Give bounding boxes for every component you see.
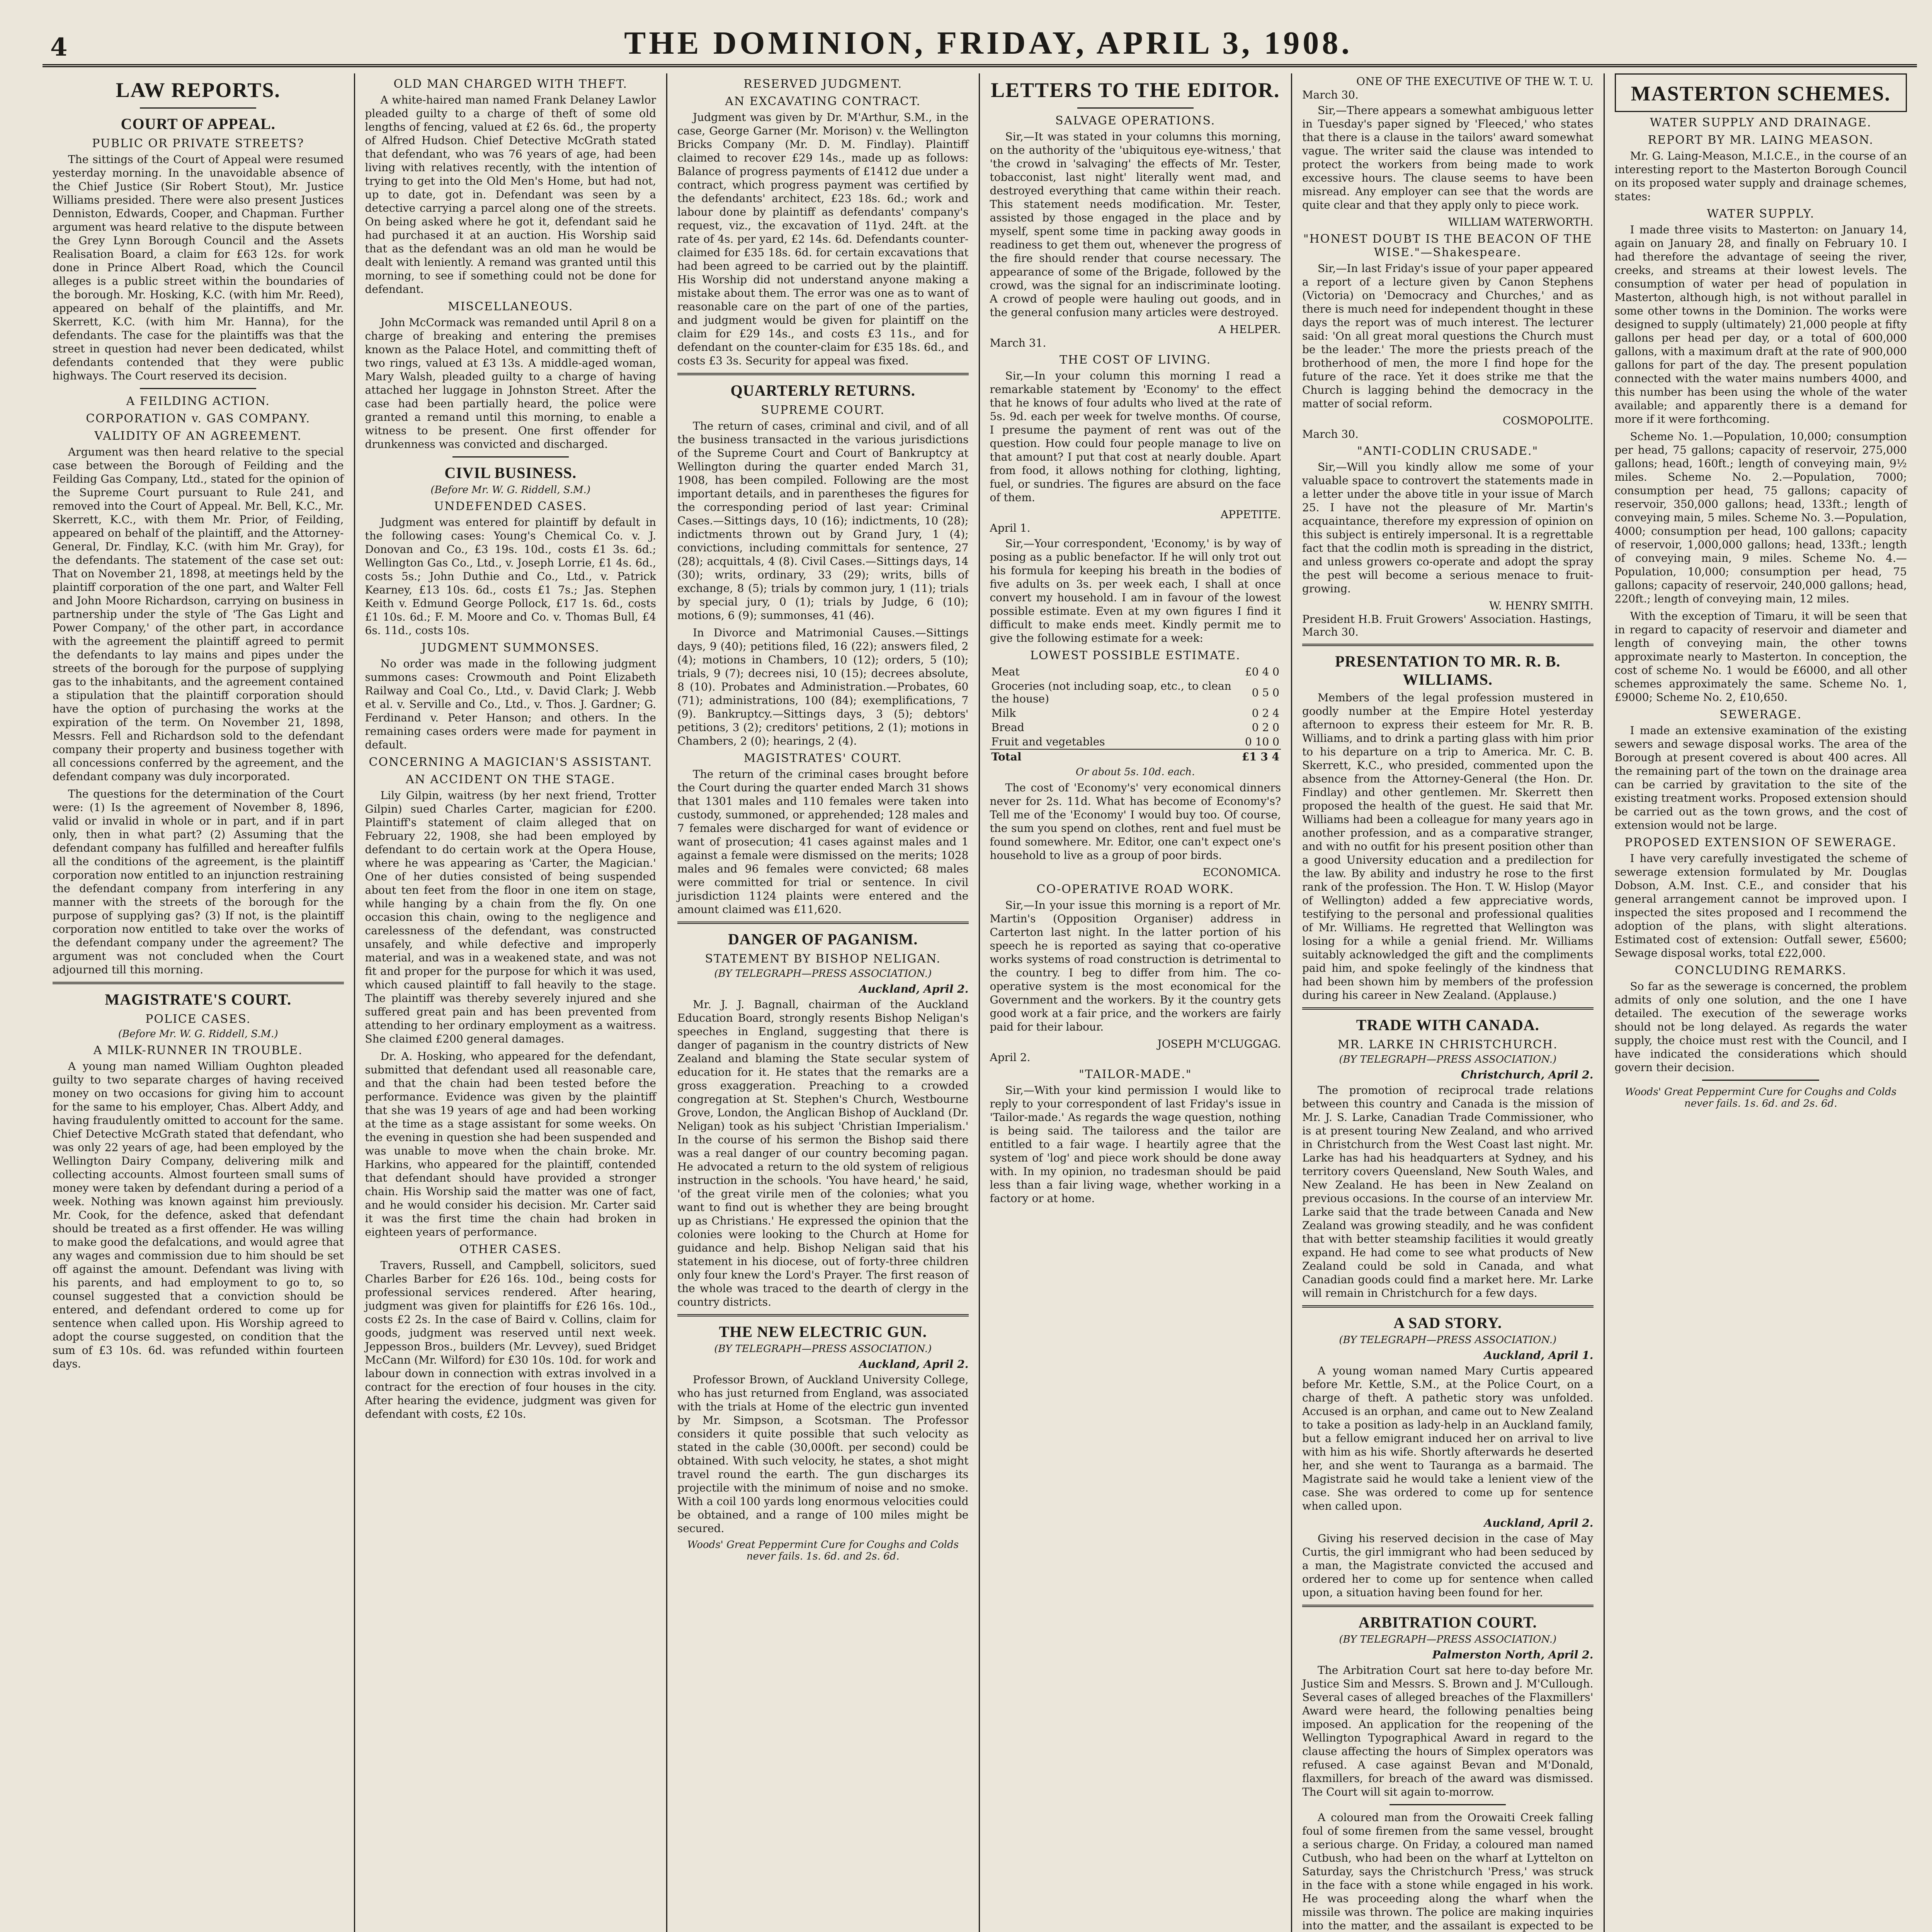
salvage-date: March 31.	[990, 337, 1046, 349]
validity-heading: VALIDITY OF AN AGREEMENT.	[94, 429, 302, 443]
column-2	[355, 73, 668, 1932]
estimate-row	[990, 665, 1281, 679]
old-man-heading: OLD MAN CHARGED WITH THEFT.	[393, 77, 628, 91]
milk-runner-body: A young man named William Oughton pleaded guilty to two separate charges of having received money on two occasions for giving him to account for the same to his employer, Chas. Albert Addy, and having fraudulently omitted to account for the same. Chief Detective McGrath stated that defendant, who was only 22 years of age, had been employed by the Wellington Dairy Company, delivering milk and collecting accounts. Almost fourteen small sums of money were taken by defendant during a period of a week. Nothing was known against him previously. Mr. Cook, for the defence, asked that defendant should be treated as a first offender. He was willing to make good the defalcations, and would agree that any wages and commission due to him should be set off against the amount. Defendant was living with his parents, and had employment to go to, so counsel suggested that a conviction should be entered, and defendant ordered to come up for sentence when called upon. His Worship agreed to adopt the course suggested, on condition that the sum of £3 10s. 6d. was refunded within fourteen days.	[53, 1060, 344, 1370]
trade-body: The promotion of reciprocal trade relations between this country and Canada is the mission of Mr. J. S. Larke, Canadian Trade Commissioner, who is at present touring New Zealand, and who arrived in Christchurch from the West Coast last night. Mr. Larke has had his headquarters at Sydney, and his territory covers Queensland, New South Wales, and New Zealand. He has been in New Zealand on previous occasions. In the course of an interview Mr. Larke said that the trade between Canada and New Zealand was growing steadily, and he was confident that with better steamship facilities it would greatly expand. He had come to see what products of New Zealand could be sold in Canada, and what Canadian goods could find a market here. Mr. Larke will remain in Christchurch for a few days.	[1302, 1084, 1594, 1299]
milk-runner-heading: A MILK-RUNNER IN TROUBLE.	[93, 1044, 303, 1057]
estimate-heading: LOWEST POSSIBLE ESTIMATE.	[1030, 649, 1241, 662]
anti-codlin-heading: "ANTI-CODLIN CRUSADE."	[1357, 444, 1539, 458]
other-cases-body: Travers, Russell, and Campbell, solicitors, sued Charles Barber for £26 16s. 10d., being costs for professional services rendered. After hearing, judgment was given for plaintiffs for £26 16s. 10d., costs £2 2s. In the case of Baird v. Collins, claim for goods, judgment was reserved until next week. Jeppesson Bros., builders (Mr. Levvey), sued Bridget McCann (Mr. Wilford) for £30 10s. 10d. for work and labour down in connection with extras involved in a contract for the erection of four houses in the city. After hearing the evidence, judgment was given for defendant with costs, £2 10s.	[365, 1259, 656, 1420]
reserved-judgment-body: Judgment was given by Dr. M'Arthur, S.M., in the case, George Garner (Mr. Morison) v. the Wellington Bricks Company (Mr. D. M. Findlay). Plaintiff claimed to recover £29 14s., made up as follows: Balance of progress payments of £1412 due under a contract, which progress payment was certified by the defendants' architect, £23 18s. 6d.; work and labour done by plaintiff as defendants' company's request, viz., the excavation of 11yd. 24ft. at the rate of 4s. per yard, £2 14s. 6d. Defendants counter-claimed for £35 18s. 6d. for certain excavations that had been agreed to be carried out by the plaintiff. His Worship did not understand anyone making a mistake about them. The error was one as to want of reasonable care on the part of one of the parties, and judgment would be given for plaintiff on the claim for £29 14s., and costs £3 11s., and for defendant on the counter-claim for £35 18s. 6d., and costs £3 3s. Security for appeal was fixed.	[677, 111, 969, 367]
divider	[140, 388, 256, 389]
estimate-total-row	[990, 749, 1281, 764]
other-cases-heading: OTHER CASES.	[459, 1243, 562, 1256]
water-supply-body: I made three visits to Masterton: on January 14, again on January 28, and finally on February 10. I had therefore the advantage of seeing the river, creeks, and streams at their lowest levels. The consumption of water per head of population in Masterton, although high, is not without parallel in some other towns in the Dominion. The works were designed to supply (ultimately) 21,000 people at fifty gallons per head per day, or a total of 600,000 gallons, with a maximum draft at the rate of 900,000 gallons for part of the day. The present population connected with the water mains numbers 4000, and this number has been using the whole of the water available; and apparently there is a demand for more if it were forthcoming.	[1614, 223, 1907, 425]
undefended-body: Judgment was entered for plaintiff by default in the following cases: Young's Chemical Co. v. J. Donovan and Co., £3 19s. 10d., costs £1 3s. 6d.; Wellington Gas Co., Ltd., v. Joseph Lorrie, £1 4s. 6d., costs 5s.; John Duthie and Co., Ltd., v. Patrick Kearney, £13 10s. 6d., costs £1 7s.; Jas. Stephen Keith v. Edmund George Pollock, £17 1s. 6d., costs £1 10s. 6d.; F. M. Moore and Co. v. Thomas Bull, £4 6s. 11d., costs 10s.	[365, 516, 656, 637]
estimate-value: £0 4 0	[1245, 665, 1279, 678]
estimate-value: 0 2 4	[1252, 707, 1279, 719]
divider	[1389, 1804, 1506, 1805]
tailor-made-heading: "TAILOR-MADE."	[1078, 1068, 1192, 1081]
estimate-item: Meat	[991, 665, 1020, 678]
cost-of-living-body-2: Sir,—Your correspondent, 'Economy,' is by way of posing as a public benefactor. If he will only trot out his formula for keeping his breath in the bodies of five adults on 3s. per week each, I shall at once convert my household. I am in favour of the lowest possible estimate. Even at my own figures I find it difficult to make ends meet. Kindly permit me to give the following estimate for a week:	[990, 537, 1281, 645]
cost-of-living-body-3: The cost of 'Economy's' very economical dinners never for 2s. 11d. What has become of Economy's? Tell me of the 'Economy' I would buy too. Of course, the sum you spend on clothes, rent and fuel must be found somewhere. Mr. Editor, one can't expect one's household to live as a group of poor birds.	[990, 781, 1281, 862]
arbitration-dateline: Palmerston North, April 2.	[1432, 1648, 1594, 1661]
coop-heading: CO-OPERATIVE ROAD WORK.	[1036, 883, 1234, 896]
tailor-date: March 30.	[1302, 88, 1359, 101]
estimate-total-label: Total	[990, 749, 1240, 764]
divider	[677, 922, 969, 924]
masterton-title-box	[1615, 73, 1907, 112]
magistrates-returns-body: The return of the criminal cases brought before the Court during the quarter ended March 31 shows that 1301 males and 110 females were taken into custody, summoned, or apprehended; 128 males and 7 females were discharged for want of evidence or want of prosecution; 41 cases against males and 1 against a female were dismissed on the merits; 1028 males and 96 females were convicted; 68 males were committed for trial or sentence. In civil jurisdiction 1124 plaints were entered and the amount claimed was £11,620.	[677, 768, 969, 916]
water-supply-heading: WATER SUPPLY.	[1707, 207, 1815, 221]
estimate-item: Groceries (not including soap, etc., to clean the house)	[991, 680, 1231, 705]
peppermint-advert: Woods' Great Peppermint Cure for Coughs and Colds never fails. 1s. 6d. and 2s. 6d.	[687, 1539, 959, 1562]
columns	[43, 73, 1917, 1932]
column-6	[1605, 73, 1917, 1932]
masterton-intro: Mr. G. Laing-Meason, M.I.C.E., in the course of an interesting report to the Masterton Borough Council on its proposed water supply and drainage schemes, states:	[1614, 150, 1907, 203]
sad-story-body-2: Giving his reserved decision in the case of May Curtis, the girl immigrant who had been seduced by a man, the Magistrate convicted the accused and ordered her to come up for sentence when called upon, a situation having been found for her.	[1302, 1532, 1594, 1599]
column-5	[1292, 73, 1605, 1932]
estimate-value: 0 2 0	[1252, 721, 1279, 734]
court-of-appeal-heading: COURT OF APPEAL.	[121, 115, 276, 133]
doubt-signature: COSMOPOLITE.	[1502, 414, 1594, 427]
electric-gun-body: Professor Brown, of Auckland University College, who has just returned from England, was associated with the trials at Home of the electric gun invented by Mr. Simpson, a Scotsman. The Professor considers it quite possible that such velocity as stated in the cable (30,000ft. per second) could be obtained. With such velocity, he states, a shot might travel round the earth. The gun discharges its projectile with the minimum of noise and no smoke. With a coil 100 yards long enormous velocities could be obtained, and a range of 100 miles might be secured.	[677, 1373, 969, 1535]
divider	[452, 456, 569, 457]
tailor-signature-2: WILLIAM WATERWORTH.	[1448, 216, 1594, 228]
estimate-item: Fruit and vegetables	[991, 735, 1105, 748]
paganism-body: Mr. J. J. Bagnall, chairman of the Auckland Education Board, strongly resents Bishop Neligan's speeches in England, suggesting that there is danger of paganism in the country districts of New Zealand and blaming the State secular system of education for it. He states that the remarks are a gross exaggeration. Preaching to a crowded congregation at St. Stephen's Church, Westbourne Grove, London, the Anglican Bishop of Auckland (Dr. Neligan) took as his subject 'Christian Imperialism.' In the course of his sermon the Bishop said there was a real danger of our country becoming pagan. He advocated a return to the old system of religious instruction in the schools. 'You have heard,' he said, 'of the great virile men of the colonies; what you want to find out is whether they are being brought up as Christians.' He expressed the opinion that the colonies were looking to the Church at Home for guidance and help. Bishop Neligan said that his statement in his diocese, out of forty-three children only four knew the Lord's Prayer. The first reason of the whole was traced to the dearth of clergy in the country districts.	[677, 998, 969, 1308]
codlin-signature: W. HENRY SMITH.	[1489, 599, 1594, 612]
schemes-cost-body: With the exception of Timaru, it will be seen that in regard to capacity of reservoir and diameter and length of conveying main, the other towns approximate nearly to Masterton. In conception, the cost of scheme No. 1 would be £6000, and all other schemes approximately the same. Scheme No. 1, £9000; Scheme No. 2, £10,650.	[1614, 610, 1907, 704]
paganism-heading: DANGER OF PAGANISM.	[728, 930, 918, 948]
arbitration-source: (BY TELEGRAPH—PRESS ASSOCIATION.)	[1339, 1634, 1557, 1645]
cost-signature-2: ECONOMICA.	[1202, 866, 1281, 879]
concluding-remarks-heading: CONCLUDING REMARKS.	[1675, 964, 1847, 977]
tailor-made-body: Sir,—With your kind permission I would like to reply to your correspondent of last Friday's issue in 'Tailor-made.' As regards the wage question, nothing is being said. The tailoress and the tailor are entitled to a fair wage. I heartily agree that the system of 'log' and piece work should be done away with. In my opinion, no tradesman should be paid less than a fair living wage, whether working in a factory or at home.	[990, 1084, 1281, 1205]
tailor-signature: ONE OF THE EXECUTIVE OF THE W. T. U.	[1356, 75, 1594, 88]
sad-story-dateline: Auckland, April 1.	[1484, 1349, 1594, 1362]
paganism-dateline: Auckland, April 2.	[859, 983, 969, 995]
salvage-heading: SALVAGE OPERATIONS.	[1055, 114, 1216, 128]
trade-dateline: Christchurch, April 2.	[1461, 1068, 1594, 1081]
magistrates-returns-heading: MAGISTRATES' COURT.	[743, 752, 902, 765]
estimate-rows	[990, 665, 1281, 749]
civil-business-heading: CIVIL BUSINESS.	[444, 464, 577, 481]
quarterly-returns-heading: QUARTERLY RETURNS.	[730, 382, 915, 399]
column-1	[43, 73, 355, 1932]
cost-date: April 1.	[990, 522, 1031, 534]
page-number: 4	[50, 33, 68, 62]
honest-doubt-body: Sir,—In last Friday's issue of your paper appeared a report of a lecture given by Canon Stephens (Victoria) on 'Democracy and Churches,' and as there is much need for independent thought in these days the report was of much interest. The lecturer said: 'On all great moral questions the Church must be the leader.' The more the priests preach of the brotherhood of men, the more I find hope for the future of the race. Yet it does strike me that the Church is lagging behind the democracy in the matter of social reform.	[1302, 262, 1594, 410]
civil-business-sub: (Before Mr. W. G. Riddell, S.M.)	[430, 484, 591, 496]
water-drainage-heading: WATER SUPPLY AND DRAINAGE.	[1650, 116, 1872, 129]
coop-body: Sir,—In your issue this morning is a report of Mr. Martin's (Opposition Organiser) address in Carterton last night. In the latter portion of his speech he is reported as saying that co-operative works systems of road construction is detrimental to the country. I beg to differ from him. The co-operative system is the most economical for the Government and the workers. By it the country gets good work at a fair price, and the workers are fairly paid for their labour.	[990, 899, 1281, 1033]
police-cases-sub: (Before Mr. W. G. Riddell, S.M.)	[118, 1028, 278, 1040]
old-man-body: A white-haired man named Frank Delaney Lawlor pleaded guilty to a charge of theft of some old lengths of fencing, valued at £2 6s. 6d., the property of Alfred Hudson. Chief Detective McGrath stated that defendant, who was 76 years of age, had been living with relatives recently, with the intention of trying to get into the Old Men's Home, but had not, up to date, got in. Defendant was seen by a detective carrying a parcel along one of the streets. On being asked where he got it, defendant said he had purchased it at an auction. His Worship said that as the defendant was an old man he would be dealt with leniently. A remand was granted until this morning, to see if something could not be done for defendant.	[365, 94, 656, 296]
column-3	[667, 73, 980, 1932]
sewerage-heading: SEWERAGE.	[1719, 708, 1802, 721]
electric-gun-heading: THE NEW ELECTRIC GUN.	[719, 1323, 927, 1340]
judgment-summonses-body: No order was made in the following judgment summons cases: Crowmouth and Point Elizabeth Railway and Coal Co., Ltd., v. David Clark; J. Webb et al. v. Serville and Co., Ltd., v. Thos. J. Gardner; G. Ferdinand v. Peter Hanson; and others. In the remaining cases orders were made for payment in default.	[365, 657, 656, 751]
public-streets-body: The sittings of the Court of Appeal were resumed yesterday morning. In the unavoidable absence of the Chief Justice (Sir Robert Stout), Mr. Justice Williams presided. There were also present Justices Denniston, Edwards, Cooper, and Chapman. Further argument was heard relative to the dispute between the Grey Lynn Borough Council and the Assets Realisation Board, a claim for £63 12s. for work done in Prince Albert Road, which the Council alleges is a public street within the boundaries of the borough. Mr. Hosking, K.C. (with him Mr. Reed), appeared on behalf of the plaintiffs, and Mr. Skerrett, K.C. (with him Mr. Hanna), for the defendants. The case for the plaintiffs was that the street in question had never been dedicated, whilst defendants contended that they were public highways. The Court reserved its decision.	[53, 153, 344, 382]
estimate-value: 0 10 0	[1245, 735, 1279, 748]
divider	[1302, 1007, 1594, 1010]
estimate-total-value: £1 3 4	[1240, 749, 1281, 764]
estimate-item: Bread	[991, 721, 1024, 734]
letters-heading: LETTERS TO THE EDITOR.	[991, 78, 1280, 102]
tailor-made-body-2: Sir,—There appears a somewhat ambiguous letter in Tuesday's paper signed by 'Fleeced,' who states that there is a clause in the tailors' award somewhat vague. The writer said the clause was intended to protect the workers from being made to work excessive hours. The clause seems to have been misread. Any employer can see that the words are quite clear and that they apply only to piece work.	[1302, 104, 1594, 211]
presentation-body: Members of the legal profession mustered in goodly number at the Empire Hotel yesterday afternoon to express their esteem for Mr. R. B. Williams, and to drink a parting glass with him prior to his departure on a trip to America. Mr. C. B. Skerrett, K.C., who presided, commented upon the absence from the Attorney-General (the Hon. Dr. Findlay) and other gentlemen. Mr. Skerrett then proposed the health of the guest. He said that Mr. Williams had been a colleague for many years ago in another profession, and as a comparative stranger, and with no outfit for his present position other than a good University education and a predilection for the law. By ability and industry he rose to the first rank of the profession. The Hon. T. W. Hislop (Mayor of Wellington) added a few appreciative words, testifying to the personal and professional qualities of Mr. Williams. He regretted that Wellington was losing for a while a genial friend. Mr. Williams suitably acknowledged the gift and the compliments paid him, and spoke feelingly of the kindness that had been shown him by members of the profession during his career in New Zealand. (Applause.)	[1302, 691, 1594, 1002]
public-streets-heading: PUBLIC OR PRIVATE STREETS?	[92, 137, 304, 150]
supreme-court-heading: SUPREME COURT.	[761, 403, 885, 417]
sewerage-body: I made an extensive examination of the existing sewers and sewage disposal works. The area of the Borough at present covered is about 400 acres. All the remaining part of the town on the drainage area can be carried by gravitation to the site of the existing treatment works. Proposed extension should be carried out as the town grows, and the cost of extension would not be large.	[1614, 724, 1907, 832]
gas-company-heading: CORPORATION v. GAS COMPANY.	[86, 412, 311, 425]
sad-story-dateline-2: Auckland, April 2.	[1484, 1517, 1594, 1529]
coop-signature: JOSEPH M'CLUGGAG.	[1157, 1037, 1281, 1050]
gas-company-body: Argument was then heard relative to the special case between the Borough of Feilding and the Feilding Gas Company, Ltd., stated for the opinion of the Supreme Court pursuant to Rule 241, and removed into the Court of Appeal. Mr. Bell, K.C., Mr. Skerrett, K.C., with them Mr. Prior, of Feilding, appeared on behalf of the plaintiff, and the Attorney-General, Dr. Findlay, K.C. (with him Mr. Gray), for the defendants. The statement of the case set out: That on November 21, 1898, at meetings held by the plaintiff corporation of the one part, and Walter Fell and John Moore Richardson, carrying on business in partnership under the style of 'The Gas Light and Power Company,' of the other part, in accordance with the agreement the plaintiff agreed to permit the defendants to lay mains and pipes under the streets of the borough for the purpose of supplying gas to the inhabitants, and the agreement contained a stipulation that the plaintiff corporation should have the option of purchasing the works at the expiration of the term. On November 21, 1898, Messrs. Fell and Richardson sold to the defendant company their property and business together with all concessions conferred by the agreement, and the defendant company was duly incorporated.	[53, 446, 344, 783]
presentation-heading: PRESENTATION TO MR. R. B. WILLIAMS.	[1335, 653, 1561, 688]
electric-gun-dateline: Auckland, April 2.	[859, 1358, 969, 1371]
coloured-man-body: A coloured man from the Orowaiti Creek falling foul of some firemen from the same vessel, brought a serious charge. On Friday, a coloured man named Cutbush, who had been on the wharf at Lyttelton on Saturday, says the Christchurch 'Press,' was struck in the face with a stone while engaged in his work. He was proceeding along the wharf when the missile was thrown. The police are making inquiries into the matter, and the assailant is expected to be	[1302, 1811, 1594, 1932]
supreme-court-body: The return of cases, criminal and civil, and of all the business transacted in the various jurisdictions of the Supreme Court and Court of Bankruptcy at Wellington during the quarter ended March 31, 1908, has been compiled. Following are the most important details, and in parentheses the figures for the corresponding period of last year: Criminal Cases.—Sittings days, 10 (16); indictments, 10 (28); indictments thrown out by Grand Jury, 1 (4); convictions, including committals for sentence, 27 (28); acquittals, 4 (8). Civil Cases.—Sittings days, 14 (30); writs, ordinary, 33 (29); writs, bills of exchange, 8 (5); trials by common jury, 1 (11); trials by special jury, 0 (1); trials by Judge, 6 (10); motions, 6 (9); summonses, 41 (46).	[677, 420, 969, 622]
cost-of-living-heading: THE COST OF LIVING.	[1060, 353, 1211, 367]
feilding-heading: A FEILDING ACTION.	[126, 395, 270, 408]
honest-doubt-heading: "HONEST DOUBT IS THE BEACON OF THE WISE."—Shakespeare.	[1303, 232, 1592, 259]
police-cases-heading: POLICE CASES.	[145, 1012, 251, 1026]
reserved-judgment-heading: RESERVED JUDGMENT.	[743, 77, 903, 91]
arbitration-heading: ARBITRATION COURT.	[1358, 1614, 1537, 1631]
estimate-row	[990, 706, 1281, 720]
divider	[1077, 107, 1194, 109]
salvage-signature: A HELPER.	[1218, 323, 1281, 336]
divider	[1302, 1605, 1594, 1607]
miscellaneous-heading: MISCELLANEOUS.	[447, 300, 573, 313]
electric-gun-source: (BY TELEGRAPH—PRESS ASSOCIATION.)	[714, 1343, 932, 1355]
accident-body: Lily Gilpin, waitress (by her next friend, Trotter Gilpin) sued Charles Carter, magician for £200. Plaintiff's statement of claim alleged that on February 22, 1908, she had been employed by defendant to do certain work at the Opera House, where he was appearing as 'Carter, the Magician.' One of her duties consisted of being suspended about ten feet from the floor in one item on stage, while hanging by a chain from the fly. On one occasion this chain, owing to the negligence and carelessness of the defendant, was constructed unsafely, and while defective and improperly material, and was in a weakened state, and was not fit and proper for the purpose for which it was used, which caused plaintiff to fall heavily to the stage. The plaintiff was thereby severely injured and she suffered great pain and has been prevented from attending to her ordinary employment as a waitress. She claimed £200 general damages.	[365, 789, 656, 1045]
miscellaneous-body: John McCormack was remanded until April 8 on a charge of breaking and entering the premises known as the Palace Hotel, and committing theft of two rings, valued at £3 13s. A middle-aged woman, Mary Walsh, pleaded guilty to a charge of having attached her luggage in Johnston Street. After the case had been partially heard, the police were granted a remand until this morning, to enable a witness to be present. One first offender for drunkenness was convicted and discharged.	[365, 316, 656, 451]
magistrates-court-heading: MAGISTRATE'S COURT.	[105, 991, 292, 1008]
estimate-item: Milk	[991, 707, 1016, 719]
masthead	[43, 15, 1917, 67]
masterton-heading: MASTERTON SCHEMES.	[1631, 82, 1891, 105]
masthead-title: THE DOMINION, FRIDAY, APRIL 3, 1908.	[624, 25, 1353, 61]
judgment-summonses-heading: JUDGMENT SUMMONSES.	[421, 641, 600, 655]
doubt-date: March 30.	[1302, 428, 1359, 440]
proposed-extension-body: I have very carefully investigated the scheme of sewerage extension formulated by Mr. Douglas Dobson, A.M. Inst. C.E., and consider that his general arrangement cannot be improved upon. I inspected the sites proposed and I recommend the adoption of the plans, with slight alterations. Estimated cost of extension: Outfall sewer, £5600; Sewage disposal works, total £22,000.	[1614, 852, 1907, 959]
salvage-body: Sir,—It was stated in your columns this morning, on the authority of the 'ubiquitous eye-witness,' that 'the crowd in 'salvaging' the effects of Mr. Tester, tobacconist, last night' literally went mad, and destroyed everything that came within their reach. This statement needs modification. Mr. Tester, assisted by those engaged in the place and by myself, spent some time in packing away goods in readiness to get them out, whenever the progress of the fire should render that course necessary. The appearance of some of the Brigade, followed by the crowd, was the signal for an indiscriminate looting. A crowd of people were hauling out goods, and in the general confusion many articles were destroyed.	[990, 130, 1281, 319]
estimate-note: Or about 5s. 10d. each.	[1076, 766, 1195, 778]
sad-story-heading: A SAD STORY.	[1393, 1314, 1502, 1332]
meason-report-heading: REPORT BY MR. LAING MEASON.	[1648, 133, 1874, 147]
larke-heading: MR. LARKE IN CHRISTCHURCH.	[1337, 1038, 1558, 1051]
sad-story-source: (BY TELEGRAPH—PRESS ASSOCIATION.)	[1339, 1334, 1557, 1346]
magician-heading: CONCERNING A MAGICIAN'S ASSISTANT.	[369, 755, 653, 769]
schemes-body: Scheme No. 1.—Population, 10,000; consumption per head, 75 gallons; capacity of reservoir, 275,000 gallons; head, 160ft.; length of conveying main, 9½ miles. Scheme No. 2.—Population, 7000; consumption per head, 75 gallons; capacity of reservoir, 350,000 gallons; head, 133ft.; length of conveying main, 5 miles. Scheme No. 3.—Population, 4000; consumption per head, 100 gallons; capacity of reservoir, 1,000,000 gallons; head, 133ft.; length of conveying main, 9 miles. Scheme No. 4.—Population, 10,000; consumption per head, 75 gallons; capacity of reservoir, 240,000 gallons; head, 220ft.; length of conveying main, 12 miles.	[1614, 430, 1907, 605]
column-4	[980, 73, 1293, 1932]
divider	[1302, 644, 1594, 646]
cost-of-living-body: Sir,—In your column this morning I read a remarkable statement by 'Economy' to the effect that he knows of four adults who lived at the rate of 5s. 9d. each per week for twelve months. Of course, I presume the payment of rent was out of the question. How could four people manage to live on that amount? I put that cost at nearly double. Apart from food, it allows nothing for clothing, lighting, fuel, or sundries. The figures are absurd on the face of them.	[990, 369, 1281, 504]
excavating-heading: AN EXCAVATING CONTRACT.	[725, 95, 921, 108]
estimate-row	[990, 720, 1281, 735]
law-reports-heading: LAW REPORTS.	[116, 78, 281, 102]
neligan-heading: STATEMENT BY BISHOP NELIGAN.	[705, 952, 941, 966]
accident-heading: AN ACCIDENT ON THE STAGE.	[405, 773, 616, 786]
divider	[677, 373, 969, 375]
divider	[677, 1314, 969, 1316]
arbitration-body: The Arbitration Court sat here to-day before Mr. Justice Sim and Messrs. S. Brown and J. M'Cullough. Several cases of alleged breaches of the Flaxmillers' Award were heard, the following penalties being imposed. An application for the reopening of the Wellington Typographical Award in regard to the clause affecting the hours of Simplex operators was refused. A case against Bevan and M'Donald, flaxmillers, for breach of the award was dismissed. The Court will sit again to-morrow.	[1302, 1664, 1594, 1798]
accident-body-2: Dr. A. Hosking, who appeared for the defendant, submitted that defendant used all reasonable care, and that the chain had been tested before the performance. Evidence was given by the plaintiff that she was 19 years of age and had been working at the time as a stage assistant for some weeks. On the evening in question she had been suspended and was unable to move when the chain broke. Mr. Harkins, who appeared for the plaintiff, contended that defendant should have provided a stronger chain. His Worship said the matter was one of fact, and he would consider his decision. Mr. Carter said it was the first time the chain had broken in eighteen years of performance.	[365, 1050, 656, 1238]
sad-story-body: A young woman named Mary Curtis appeared before Mr. Kettle, S.M., at the Police Court, on a charge of theft. A pathetic story was unfolded. Accused is an orphan, and came out to New Zealand to take a position as lady-help in an Auckland family, but a fellow emigrant induced her on arrival to live with him as his wife. Shortly afterwards he deserted her, and she went to Tauranga as a barmaid. The Magistrate said he would take a lenient view of the case. She was ordered to come up for sentence when called upon.	[1302, 1364, 1594, 1512]
divider	[140, 107, 256, 109]
anti-codlin-body: Sir,—Will you kindly allow me some of your valuable space to controvert the statements made in a letter under the above title in your issue of March 25. I have not the pleasure of Mr. Martin's acquaintance, therefore my expression of opinion on this subject is entirely impersonal. It is a regrettable fact that the codlin moth is spreading in the district, and unless growers co-operate and adopt the spray the pest will become a serious menace to fruit-growing.	[1302, 461, 1594, 595]
trade-canada-heading: TRADE WITH CANADA.	[1356, 1016, 1539, 1034]
coop-date: April 2.	[990, 1051, 1031, 1064]
proposed-extension-heading: PROPOSED EXTENSION OF SEWERAGE.	[1624, 836, 1897, 849]
estimate-row	[990, 679, 1281, 706]
codlin-signature-2: President H.B. Fruit Growers' Association. Hastings, March 30.	[1302, 613, 1592, 638]
cost-signature: APPETITE.	[1220, 508, 1281, 521]
estimate-table	[990, 665, 1281, 764]
gas-questions-body: The questions for the determination of the Court were: (1) Is the agreement of November 8, 1896, valid or invalid in whole or in part, and if in part only, then in what part? (2) Assuming that the defendant company has fulfilled and hereafter fulfils all the conditions of the agreement, is the plaintiff corporation now entitled to an injunction restraining the defendant company from interfering in any manner with the streets of the borough for the purpose of supplying gas? (3) If not, is the plaintiff corporation now entitled to take over the works of the defendant company under the agreement? The argument was not concluded when the Court adjourned till this morning.	[53, 787, 344, 976]
trade-source: (BY TELEGRAPH—PRESS ASSOCIATION.)	[1339, 1054, 1557, 1065]
divider	[1702, 1080, 1819, 1081]
divider	[1302, 1305, 1594, 1308]
concluding-remarks-body: So far as the sewerage is concerned, the problem admits of only one solution, and the one I have detailed. The execution of the sewerage works should not be long delayed. As regards the water supply, the choice must rest with the Council, and I have indicated the considerations which should govern their decision.	[1614, 980, 1907, 1074]
undefended-heading: UNDEFENDED CASES.	[434, 500, 587, 513]
supreme-court-body-2: In Divorce and Matrimonial Causes.—Sittings days, 9 (40); petitions filed, 16 (22); answers filed, 2 (4); motions in Chambers, 10 (12); orders, 5 (10); trials, 9 (7); decrees nisi, 10 (15); decrees absolute, 8 (10). Probates and Administration.—Probates, 60 (71); administrations, 100 (84); exemplifications, 7 (9). Bankruptcy.—Sittings days, 3 (5); debtors' petitions, 3 (2); creditors' petitions, 2 (1); motions in Chambers, 2 (0); hearings, 2 (4).	[677, 626, 969, 747]
divider	[53, 982, 344, 984]
paganism-source: (BY TELEGRAPH—PRESS ASSOCIATION.)	[714, 968, 932, 980]
peppermint-advert-2: Woods' Great Peppermint Cure for Coughs and Colds never fails. 1s. 6d. and 2s. 6d.	[1625, 1086, 1897, 1109]
estimate-row	[990, 735, 1281, 749]
estimate-value: 0 5 0	[1252, 686, 1279, 699]
